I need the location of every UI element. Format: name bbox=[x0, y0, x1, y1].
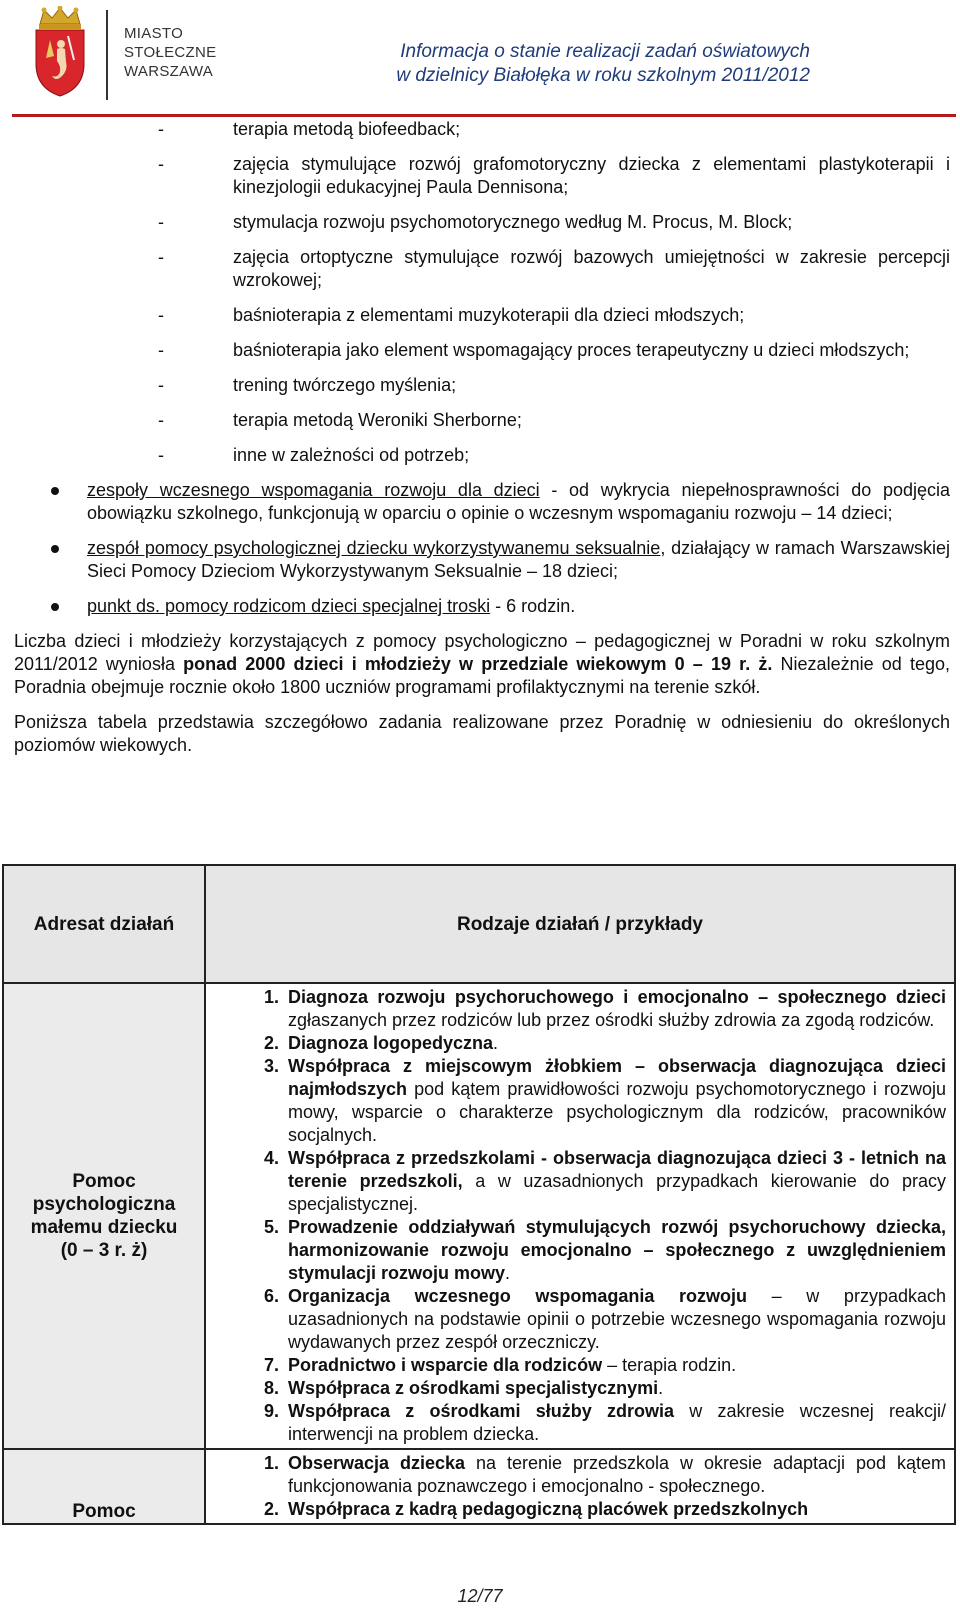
list-item: 6. Organizacja wczesnego wspomagania rozwoju – w przypadkach uzasadnionych na podstawie opinii o potrzebie wczesnego wspomagania rozwoju wydawanych przez zespół orzeczniczy. bbox=[284, 1285, 946, 1354]
list-item: 9. Współpraca z ośrodkami służby zdrowia w zakresie wczesnej reakcji/ interwencji na problem dziecka. bbox=[284, 1400, 946, 1446]
list-item: 2. Współpraca z kadrą pedagogiczną placówek przedszkolnych bbox=[284, 1498, 946, 1521]
list-item: 3. Współpraca z miejscowym żłobkiem – obserwacja diagnozująca dzieci najmłodszych pod kątem prawidłowości rozwoju psychomotorycznego i rozwoju mowy, wsparcie o charakterze psychologicznym dla rodziców, pracowników socjalnych. bbox=[284, 1055, 946, 1147]
recipient-cell: Pomoc psychologiczna małemu dziecku (0 – 3 r. ż) bbox=[3, 983, 205, 1449]
list-item: - inne w zależności od potrzeb; bbox=[14, 444, 950, 467]
header-divider bbox=[106, 10, 108, 100]
column-header-recipient: Adresat działań bbox=[3, 865, 205, 983]
list-item: - zajęcia ortoptyczne stymulujące rozwój bazowych umiejętności w zakresie percepcji wzrokowej; bbox=[14, 246, 950, 292]
list-item: - baśnioterapia jako element wspomagający proces terapeutyczny u dzieci młodszych; bbox=[14, 339, 950, 362]
list-item: - trening twórczego myślenia; bbox=[14, 374, 950, 397]
activities-cell bbox=[205, 1449, 955, 1524]
recipient-cell: Pomoc bbox=[3, 1449, 205, 1524]
activities-list bbox=[206, 1452, 946, 1521]
list-item: 7. Poradnictwo i wsparcie dla rodziców – terapia rodzin. bbox=[284, 1354, 946, 1377]
list-item: zespoły wczesnego wspomagania rozwoju dla dzieci - od wykrycia niepełnosprawności do podjęcia obowiązku szkolnego, funkcjonują w oparciu o opinie o wczesnym wspomaganiu rozwoju – 14 dzieci; bbox=[14, 479, 950, 525]
main-content bbox=[14, 118, 950, 769]
header-rule bbox=[12, 114, 956, 117]
activities-cell bbox=[205, 983, 955, 1449]
list-item: 1. Diagnoza rozwoju psychoruchowego i emocjonalno – społecznego dzieci zgłaszanych przez rodziców lub przez ośrodki służby zdrowia za zgodą rodziców. bbox=[284, 986, 946, 1032]
paragraph-statistics: Liczba dzieci i młodzieży korzystających z pomocy psychologiczno – pedagogicznej w Poradni w roku szkolnym 2011/2012 wyniosła ponad 2000 dzieci i młodzieży w przedziale wiekowym 0 – 19 r. ż. Niezależnie od tego, Poradnia obejmuje rocznie około 1800 uczniów programami profilaktycznymi na terenie szkół. bbox=[14, 631, 950, 697]
table-row bbox=[3, 983, 955, 1449]
table-row bbox=[3, 1449, 955, 1524]
list-item: - zajęcia stymulujące rozwój grafomotoryczny dziecka z elementami plastykoterapii i kinezjologii edukacyjnej Paula Dennisona; bbox=[14, 153, 950, 199]
tasks-table bbox=[2, 864, 956, 1525]
warsaw-crest-logo bbox=[30, 6, 90, 98]
activities-list bbox=[206, 986, 946, 1446]
list-item: - baśnioterapia z elementami muzykoterapii dla dzieci młodszych; bbox=[14, 304, 950, 327]
list-item: 4. Współpraca z przedszkolami - obserwacja diagnozująca dzieci 3 - letnich na terenie przedszkoli, a w uzasadnionych przypadkach kierowanie do pracy specjalistycznej. bbox=[284, 1147, 946, 1216]
list-item: - stymulacja rozwoju psychomotorycznego według M. Procus, M. Block; bbox=[14, 211, 950, 234]
list-item: 8. Współpraca z ośrodkami specjalistycznymi. bbox=[284, 1377, 946, 1400]
document-title: Informacja o stanie realizacji zadań oświatowych w dzielnicy Białołęka w roku szkolnym 2011/2012 bbox=[396, 41, 810, 86]
column-header-activities: Rodzaje działań / przykłady bbox=[205, 865, 955, 983]
list-item: - terapia metodą biofeedback; bbox=[14, 118, 950, 141]
page-header bbox=[0, 0, 960, 120]
list-item: zespół pomocy psychologicznej dziecku wykorzystywanemu seksualnie, działający w ramach Warszawskiej Sieci Pomocy Dzieciom Wykorzystywanym Seksualnie – 18 dzieci; bbox=[14, 537, 950, 583]
organization-name: MIASTO STOŁECZNE WARSZAWA bbox=[124, 25, 217, 80]
table-header-row bbox=[3, 865, 955, 983]
paragraph-table-intro: Poniższa tabela przedstawia szczegółowo zadania realizowane przez Poradnię w odniesieniu do określonych poziomów wiekowych. bbox=[14, 712, 950, 755]
therapy-dash-list bbox=[14, 118, 950, 467]
list-item: 5. Prowadzenie oddziaływań stymulujących rozwój psychoruchowy dziecka, harmonizowanie rozwoju emocjonalno – społecznego z uwzględnieniem stymulacji rozwoju mowy. bbox=[284, 1216, 946, 1285]
page-number: 12/77 bbox=[457, 1586, 503, 1606]
team-bullet-list bbox=[14, 479, 950, 618]
list-item: 2. Diagnoza logopedyczna. bbox=[284, 1032, 946, 1055]
list-item: 1. Obserwacja dziecka na terenie przedszkola w okresie adaptacji pod kątem funkcjonowania poznawczego i emocjonalno - społecznego. bbox=[284, 1452, 946, 1498]
list-item: punkt ds. pomocy rodzicom dzieci specjalnej troski - 6 rodzin. bbox=[14, 595, 950, 618]
list-item: - terapia metodą Weroniki Sherborne; bbox=[14, 409, 950, 432]
